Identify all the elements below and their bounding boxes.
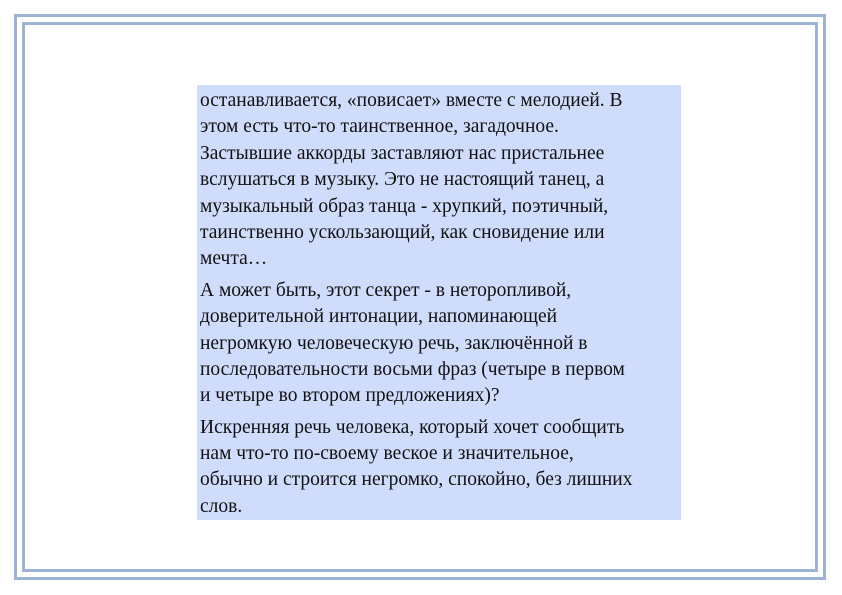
paragraph-2: [200, 278, 679, 410]
text-box: [197, 85, 681, 520]
text-line: А может быть, этот секрет - в неторопливой,: [200, 279, 572, 301]
text-line: негромкую человеческую речь, заключённой в: [200, 332, 588, 354]
text-line: последовательности восьми фраз (четыре в первом: [200, 358, 625, 380]
paragraph-1: [200, 88, 679, 273]
text-line: слов.: [200, 495, 243, 517]
text-line: обычно и строится негромко, спокойно, без лишних: [200, 469, 633, 491]
text-line: мечта…: [200, 248, 268, 270]
paragraph-3: [200, 415, 679, 521]
text-line: вслушаться в музыку. Это не настоящий танец, а: [200, 169, 605, 191]
text-line: Застывшие аккорды заставляют нас пристальнее: [200, 142, 605, 164]
text-line: этом есть что-то таинственное, загадочное.: [200, 116, 559, 138]
text-line: Искренняя речь человека, который хочет сообщить: [200, 416, 625, 438]
text-line: нам что-то по-своему веское и значительное,: [200, 443, 574, 465]
text-line: останавливается, «повисает» вместе с мелодией. В: [200, 90, 623, 111]
text-line: и четыре во втором предложениях)?: [200, 385, 500, 407]
text-line: таинственно ускользающий, как сновидение или: [200, 221, 605, 243]
text-line: доверительной интонации, напоминающей: [200, 306, 558, 328]
text-line: музыкальный образ танца - хрупкий, поэтичный,: [200, 195, 609, 217]
